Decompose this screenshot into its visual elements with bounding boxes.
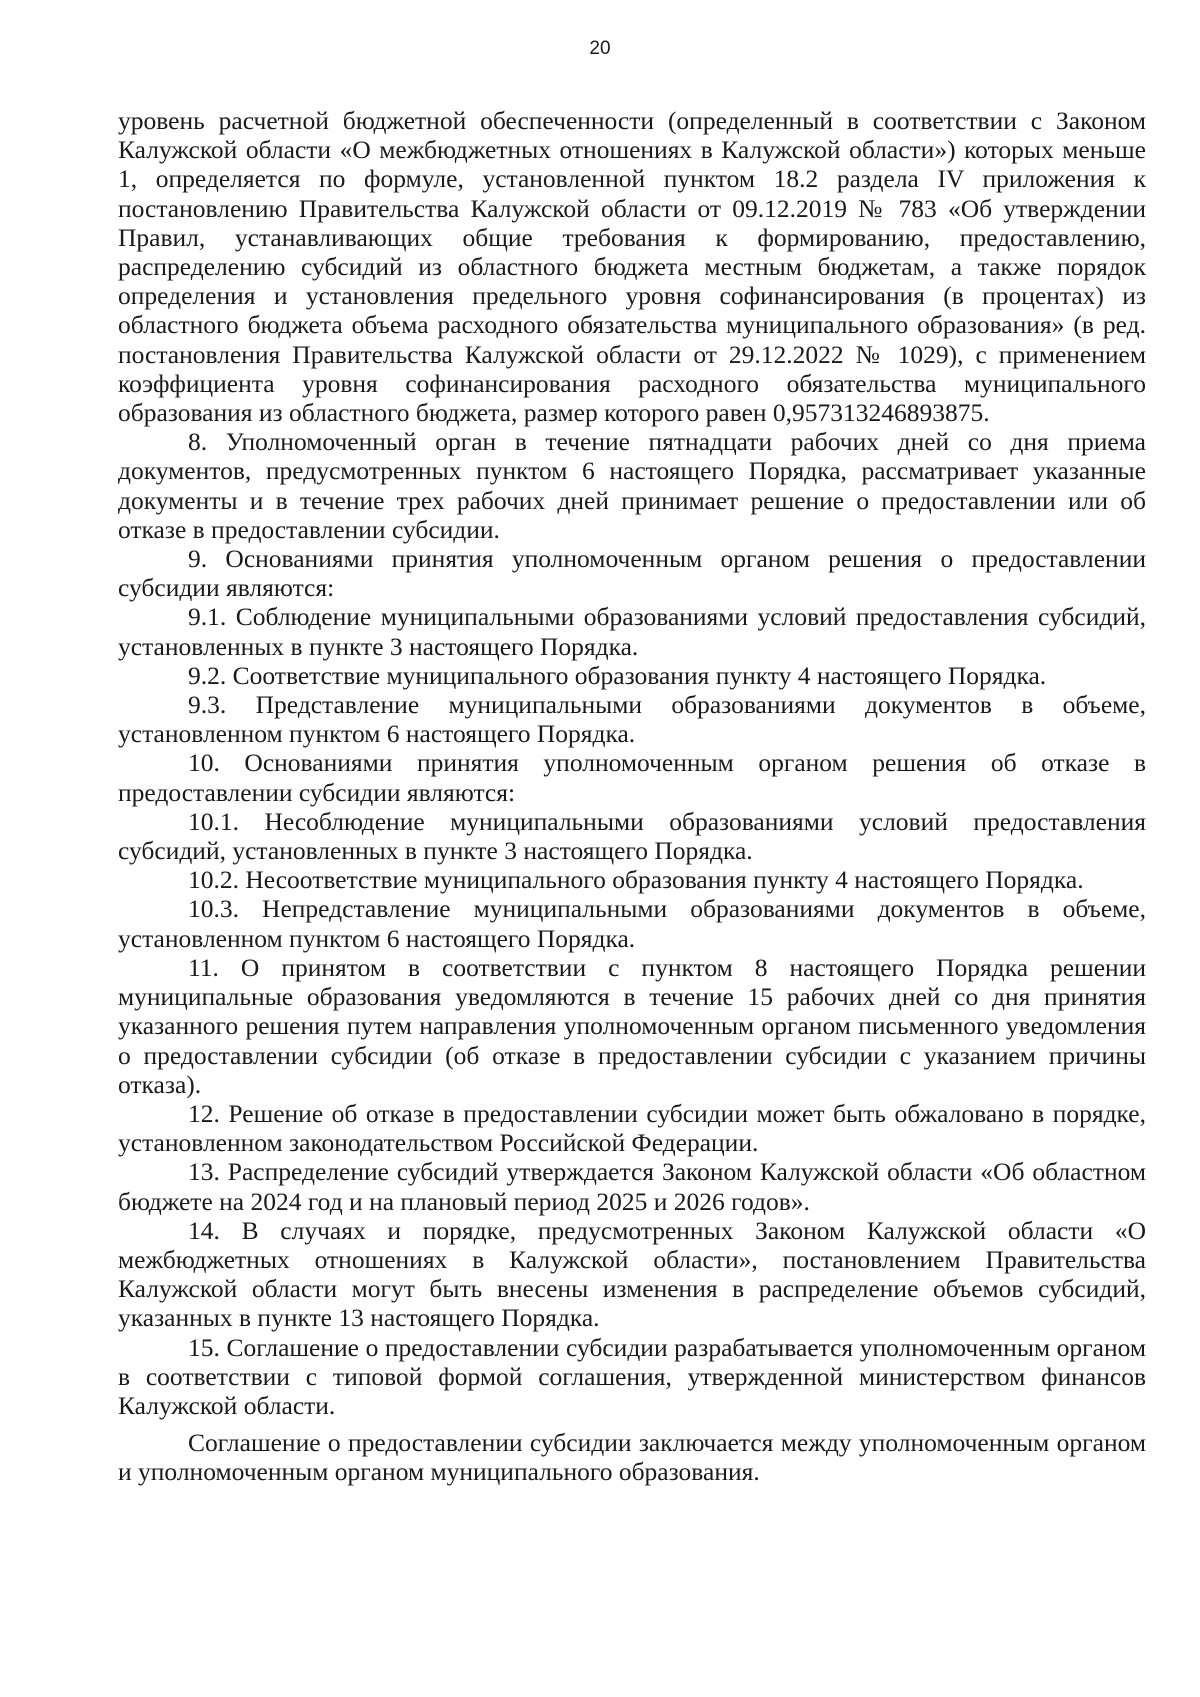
paragraph-10-1: 10.1. Несоблюдение муниципальными образованиями условий предоставления субсидий, установленных в пункте 3 настоящего Порядка.: [118, 806, 1146, 866]
paragraph-15: 15. Соглашение о предоставлении субсидии разрабатывается уполномоченным органом в соответствии с типовой формой соглашения, утвержденной министерством финансов Калужской области.: [118, 1332, 1146, 1420]
paragraph-10-3: 10.3. Непредставление муниципальными образованиями документов в объеме, установленном пунктом 6 настоящего Порядка.: [118, 894, 1146, 953]
document-body: [118, 106, 1146, 1487]
paragraph-9-3: 9.3. Представление муниципальными образованиями документов в объеме, установленном пунктом 6 настоящего Порядка.: [118, 690, 1146, 749]
paragraph-9: 9. Основаниями принятия уполномоченным органом решения о предоставлении субсидии являются:: [118, 544, 1146, 603]
paragraph-12: 12. Решение об отказе в предоставлении субсидии может быть обжаловано в порядке, установленном законодательством Российской Федерации.: [118, 1098, 1146, 1158]
paragraph-9-1: 9.1. Соблюдение муниципальными образованиями условий предоставления субсидий, установленных в пункте 3 настоящего Порядка.: [118, 602, 1146, 661]
paragraph-13: 13. Распределение субсидий утверждается Законом Калужской области «Об областном бюджете на 2024 год и на плановый период 2025 и 2026 годов».: [118, 1157, 1146, 1216]
page-number: 20: [589, 38, 611, 59]
paragraph-10-2: 10.2. Несоответствие муниципального образования пункту 4 настоящего Порядка.: [188, 865, 1084, 895]
paragraph-9-2: 9.2. Соответствие муниципального образования пункту 4 настоящего Порядка.: [188, 660, 1047, 690]
paragraph-10: 10. Основаниями принятия уполномоченным органом решения об отказе в предоставлении субсидии являются:: [118, 748, 1146, 807]
paragraph-agreement: Соглашение о предоставлении субсидии заключается между уполномоченным органом и уполномоченным органом муниципального образования.: [118, 1428, 1146, 1487]
paragraph-14: 14. В случаях и порядке, предусмотренных Законом Калужской области «О межбюджетных отношениях в Калужской области», постановлением Правительства Калужской области могут быть внесены изменения в распределение объемов субсидий, указанных в пункте 13 настоящего Порядка.: [118, 1215, 1146, 1333]
paragraph-continuation: уровень расчетной бюджетной обеспеченности (определенный в соответствии с Законом Калужской области «О межбюджетных отношениях в Калужской области») которых меньше 1, определяется по формуле, установленной пунктом 18.2 раздела IV приложения к постановлению Правительства Калужской области от 09.12.2019 № 783 «Об утверждении Правил, устанавливающих общие требования к формированию, предоставлению, распределению субсидий из областного бюджета местным бюджетам, а также порядок определения и установления предельного уровня софинансирования (в процентах) из областного бюджета объема расходного обязательства муниципального образования» (в ред. постановления Правительства Калужской области от 29.12.2022 № 1029), с применением коэффициента уровня софинансирования расходного обязательства муниципального образования из областного бюджета, размер которого равен 0,957313246893875.: [118, 106, 1146, 428]
paragraph-11: 11. О принятом в соответствии с пунктом 8 настоящего Порядка решении муниципальные образования уведомляются в течение 15 рабочих дней со дня принятия указанного решения путем направления уполномоченным органом письменного уведомления о предоставлении субсидии (об отказе в предоставлении субсидии с указанием причины отказа).: [118, 952, 1146, 1099]
paragraph-8: 8. Уполномоченный орган в течение пятнадцати рабочих дней со дня приема документов, предусмотренных пунктом 6 настоящего Порядка, рассматривает указанные документы и в течение трех рабочих дней принимает решение о предоставлении или об отказе в предоставлении субсидии.: [118, 427, 1146, 544]
